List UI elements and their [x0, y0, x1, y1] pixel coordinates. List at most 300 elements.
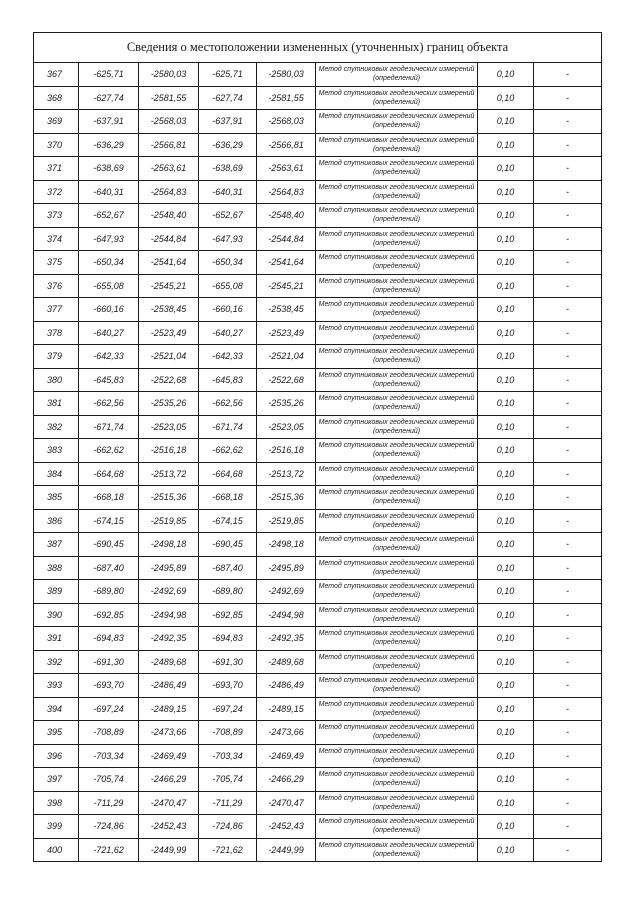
note-cell: - [534, 298, 602, 322]
new-y-cell: -2544,84 [257, 227, 316, 251]
note-cell: - [534, 556, 602, 580]
point-number-cell: 387 [34, 533, 79, 557]
method-cell: Метод спутниковых геодезических измерений (определений) [316, 603, 478, 627]
point-number-cell: 384 [34, 462, 79, 486]
existing-y-cell: -2466,29 [139, 768, 199, 792]
new-x-cell: -721,62 [199, 838, 257, 862]
new-x-cell: -668,18 [199, 486, 257, 510]
new-y-cell: -2522,68 [257, 368, 316, 392]
accuracy-cell: 0,10 [478, 650, 534, 674]
note-cell: - [534, 721, 602, 745]
table-row [34, 768, 602, 792]
existing-x-cell: -642,33 [79, 345, 139, 369]
method-cell: Метод спутниковых геодезических измерений (определений) [316, 721, 478, 745]
new-x-cell: -640,31 [199, 180, 257, 204]
existing-y-cell: -2521,04 [139, 345, 199, 369]
existing-y-cell: -2489,15 [139, 697, 199, 721]
new-y-cell: -2521,04 [257, 345, 316, 369]
table-row [34, 321, 602, 345]
method-cell: Метод спутниковых геодезических измерений (определений) [316, 439, 478, 463]
note-cell: - [534, 204, 602, 228]
method-cell: Метод спутниковых геодезических измерений (определений) [316, 204, 478, 228]
table-row [34, 650, 602, 674]
existing-y-cell: -2449,99 [139, 838, 199, 862]
existing-y-cell: -2564,83 [139, 180, 199, 204]
accuracy-cell: 0,10 [478, 509, 534, 533]
point-number-cell: 400 [34, 838, 79, 862]
new-x-cell: -705,74 [199, 768, 257, 792]
point-number-cell: 368 [34, 86, 79, 110]
existing-y-cell: -2473,66 [139, 721, 199, 745]
table-row [34, 251, 602, 275]
accuracy-cell: 0,10 [478, 392, 534, 416]
method-cell: Метод спутниковых геодезических измерений (определений) [316, 744, 478, 768]
existing-x-cell: -689,80 [79, 580, 139, 604]
new-x-cell: -640,27 [199, 321, 257, 345]
note-cell: - [534, 650, 602, 674]
accuracy-cell: 0,10 [478, 838, 534, 862]
new-x-cell: -693,70 [199, 674, 257, 698]
existing-x-cell: -711,29 [79, 791, 139, 815]
existing-y-cell: -2495,89 [139, 556, 199, 580]
existing-y-cell: -2545,21 [139, 274, 199, 298]
existing-y-cell: -2492,35 [139, 627, 199, 651]
table-row [34, 533, 602, 557]
method-cell: Метод спутниковых геодезических измерений (определений) [316, 415, 478, 439]
note-cell: - [534, 462, 602, 486]
note-cell: - [534, 697, 602, 721]
new-x-cell: -689,80 [199, 580, 257, 604]
new-x-cell: -638,69 [199, 157, 257, 181]
table-row [34, 580, 602, 604]
new-y-cell: -2513,72 [257, 462, 316, 486]
table-row [34, 133, 602, 157]
existing-y-cell: -2469,49 [139, 744, 199, 768]
accuracy-cell: 0,10 [478, 227, 534, 251]
accuracy-cell: 0,10 [478, 439, 534, 463]
note-cell: - [534, 86, 602, 110]
new-x-cell: -664,68 [199, 462, 257, 486]
existing-x-cell: -647,93 [79, 227, 139, 251]
accuracy-cell: 0,10 [478, 721, 534, 745]
method-cell: Метод спутниковых геодезических измерений (определений) [316, 86, 478, 110]
new-x-cell: -650,34 [199, 251, 257, 275]
new-y-cell: -2541,64 [257, 251, 316, 275]
method-cell: Метод спутниковых геодезических измерений (определений) [316, 321, 478, 345]
accuracy-cell: 0,10 [478, 180, 534, 204]
document-page [33, 32, 601, 862]
table-row [34, 157, 602, 181]
point-number-cell: 395 [34, 721, 79, 745]
point-number-cell: 376 [34, 274, 79, 298]
new-x-cell: -660,16 [199, 298, 257, 322]
existing-y-cell: -2581,55 [139, 86, 199, 110]
accuracy-cell: 0,10 [478, 204, 534, 228]
existing-x-cell: -705,74 [79, 768, 139, 792]
existing-x-cell: -694,83 [79, 627, 139, 651]
accuracy-cell: 0,10 [478, 486, 534, 510]
point-number-cell: 370 [34, 133, 79, 157]
method-cell: Метод спутниковых геодезических измерений (определений) [316, 133, 478, 157]
accuracy-cell: 0,10 [478, 791, 534, 815]
point-number-cell: 392 [34, 650, 79, 674]
accuracy-cell: 0,10 [478, 533, 534, 557]
new-y-cell: -2469,49 [257, 744, 316, 768]
existing-y-cell: -2492,69 [139, 580, 199, 604]
new-x-cell: -636,29 [199, 133, 257, 157]
accuracy-cell: 0,10 [478, 157, 534, 181]
existing-x-cell: -708,89 [79, 721, 139, 745]
point-number-cell: 381 [34, 392, 79, 416]
existing-y-cell: -2566,81 [139, 133, 199, 157]
table-row [34, 744, 602, 768]
note-cell: - [534, 251, 602, 275]
existing-y-cell: -2523,05 [139, 415, 199, 439]
existing-y-cell: -2544,84 [139, 227, 199, 251]
new-x-cell: -652,67 [199, 204, 257, 228]
accuracy-cell: 0,10 [478, 462, 534, 486]
existing-x-cell: -625,71 [79, 63, 139, 87]
existing-x-cell: -662,62 [79, 439, 139, 463]
point-number-cell: 369 [34, 110, 79, 134]
new-x-cell: -647,93 [199, 227, 257, 251]
accuracy-cell: 0,10 [478, 274, 534, 298]
note-cell: - [534, 133, 602, 157]
note-cell: - [534, 274, 602, 298]
note-cell: - [534, 392, 602, 416]
accuracy-cell: 0,10 [478, 580, 534, 604]
existing-x-cell: -721,62 [79, 838, 139, 862]
table-row [34, 392, 602, 416]
method-cell: Метод спутниковых геодезических измерений (определений) [316, 368, 478, 392]
point-number-cell: 391 [34, 627, 79, 651]
point-number-cell: 379 [34, 345, 79, 369]
note-cell: - [534, 180, 602, 204]
existing-y-cell: -2538,45 [139, 298, 199, 322]
point-number-cell: 386 [34, 509, 79, 533]
new-y-cell: -2538,45 [257, 298, 316, 322]
table-row [34, 721, 602, 745]
existing-x-cell: -660,16 [79, 298, 139, 322]
table-title: Сведения о местоположении измененных (уточненных) границ объекта [34, 33, 602, 63]
existing-x-cell: -724,86 [79, 815, 139, 839]
existing-x-cell: -687,40 [79, 556, 139, 580]
existing-x-cell: -650,34 [79, 251, 139, 275]
table-row [34, 486, 602, 510]
method-cell: Метод спутниковых геодезических измерений (определений) [316, 556, 478, 580]
note-cell: - [534, 580, 602, 604]
table-row [34, 603, 602, 627]
new-y-cell: -2516,18 [257, 439, 316, 463]
existing-x-cell: -693,70 [79, 674, 139, 698]
existing-x-cell: -655,08 [79, 274, 139, 298]
point-number-cell: 399 [34, 815, 79, 839]
method-cell: Метод спутниковых геодезических измерений (определений) [316, 251, 478, 275]
point-number-cell: 389 [34, 580, 79, 604]
table-row [34, 791, 602, 815]
new-x-cell: -645,83 [199, 368, 257, 392]
table-row [34, 227, 602, 251]
accuracy-cell: 0,10 [478, 415, 534, 439]
note-cell: - [534, 486, 602, 510]
method-cell: Метод спутниковых геодезических измерений (определений) [316, 298, 478, 322]
existing-y-cell: -2470,47 [139, 791, 199, 815]
accuracy-cell: 0,10 [478, 321, 534, 345]
existing-x-cell: -691,30 [79, 650, 139, 674]
new-y-cell: -2523,05 [257, 415, 316, 439]
method-cell: Метод спутниковых геодезических измерений (определений) [316, 274, 478, 298]
boundary-coordinates-table [33, 32, 602, 862]
point-number-cell: 373 [34, 204, 79, 228]
existing-x-cell: -664,68 [79, 462, 139, 486]
point-number-cell: 390 [34, 603, 79, 627]
method-cell: Метод спутниковых геодезических измерений (определений) [316, 580, 478, 604]
new-y-cell: -2523,49 [257, 321, 316, 345]
point-number-cell: 380 [34, 368, 79, 392]
method-cell: Метод спутниковых геодезических измерений (определений) [316, 627, 478, 651]
existing-x-cell: -638,69 [79, 157, 139, 181]
new-y-cell: -2489,15 [257, 697, 316, 721]
point-number-cell: 382 [34, 415, 79, 439]
new-x-cell: -703,34 [199, 744, 257, 768]
note-cell: - [534, 509, 602, 533]
note-cell: - [534, 227, 602, 251]
method-cell: Метод спутниковых геодезических измерений (определений) [316, 509, 478, 533]
existing-y-cell: -2568,03 [139, 110, 199, 134]
new-x-cell: -711,29 [199, 791, 257, 815]
new-y-cell: -2473,66 [257, 721, 316, 745]
new-y-cell: -2545,21 [257, 274, 316, 298]
existing-x-cell: -640,27 [79, 321, 139, 345]
accuracy-cell: 0,10 [478, 86, 534, 110]
point-number-cell: 377 [34, 298, 79, 322]
note-cell: - [534, 368, 602, 392]
table-row [34, 86, 602, 110]
new-x-cell: -662,62 [199, 439, 257, 463]
new-y-cell: -2495,89 [257, 556, 316, 580]
accuracy-cell: 0,10 [478, 603, 534, 627]
existing-y-cell: -2563,61 [139, 157, 199, 181]
table-row [34, 462, 602, 486]
new-y-cell: -2581,55 [257, 86, 316, 110]
existing-x-cell: -668,18 [79, 486, 139, 510]
method-cell: Метод спутниковых геодезических измерений (определений) [316, 63, 478, 87]
point-number-cell: 383 [34, 439, 79, 463]
new-x-cell: -655,08 [199, 274, 257, 298]
new-x-cell: -708,89 [199, 721, 257, 745]
existing-x-cell: -662,56 [79, 392, 139, 416]
note-cell: - [534, 321, 602, 345]
point-number-cell: 388 [34, 556, 79, 580]
new-x-cell: -697,24 [199, 697, 257, 721]
table-row [34, 415, 602, 439]
accuracy-cell: 0,10 [478, 815, 534, 839]
new-y-cell: -2470,47 [257, 791, 316, 815]
existing-x-cell: -652,67 [79, 204, 139, 228]
point-number-cell: 397 [34, 768, 79, 792]
new-x-cell: -642,33 [199, 345, 257, 369]
note-cell: - [534, 415, 602, 439]
method-cell: Метод спутниковых геодезических измерений (определений) [316, 180, 478, 204]
new-y-cell: -2548,40 [257, 204, 316, 228]
existing-y-cell: -2535,26 [139, 392, 199, 416]
new-y-cell: -2515,36 [257, 486, 316, 510]
table-body [34, 63, 602, 862]
method-cell: Метод спутниковых геодезических измерений (определений) [316, 157, 478, 181]
accuracy-cell: 0,10 [478, 627, 534, 651]
accuracy-cell: 0,10 [478, 674, 534, 698]
existing-y-cell: -2513,72 [139, 462, 199, 486]
method-cell: Метод спутниковых геодезических измерений (определений) [316, 650, 478, 674]
table-row [34, 298, 602, 322]
existing-y-cell: -2580,03 [139, 63, 199, 87]
point-number-cell: 374 [34, 227, 79, 251]
table-row [34, 627, 602, 651]
method-cell: Метод спутниковых геодезических измерений (определений) [316, 486, 478, 510]
note-cell: - [534, 815, 602, 839]
accuracy-cell: 0,10 [478, 133, 534, 157]
existing-y-cell: -2452,43 [139, 815, 199, 839]
point-number-cell: 398 [34, 791, 79, 815]
note-cell: - [534, 768, 602, 792]
existing-x-cell: -692,85 [79, 603, 139, 627]
note-cell: - [534, 110, 602, 134]
new-x-cell: -637,91 [199, 110, 257, 134]
existing-y-cell: -2486,49 [139, 674, 199, 698]
new-y-cell: -2492,69 [257, 580, 316, 604]
existing-y-cell: -2541,64 [139, 251, 199, 275]
new-x-cell: -674,15 [199, 509, 257, 533]
note-cell: - [534, 744, 602, 768]
new-x-cell: -662,56 [199, 392, 257, 416]
existing-y-cell: -2516,18 [139, 439, 199, 463]
point-number-cell: 375 [34, 251, 79, 275]
method-cell: Метод спутниковых геодезических измерений (определений) [316, 768, 478, 792]
point-number-cell: 378 [34, 321, 79, 345]
note-cell: - [534, 345, 602, 369]
point-number-cell: 385 [34, 486, 79, 510]
point-number-cell: 394 [34, 697, 79, 721]
new-y-cell: -2494,98 [257, 603, 316, 627]
new-x-cell: -687,40 [199, 556, 257, 580]
new-y-cell: -2489,68 [257, 650, 316, 674]
existing-x-cell: -671,74 [79, 415, 139, 439]
existing-y-cell: -2548,40 [139, 204, 199, 228]
existing-y-cell: -2523,49 [139, 321, 199, 345]
table-row [34, 345, 602, 369]
new-y-cell: -2452,43 [257, 815, 316, 839]
new-y-cell: -2563,61 [257, 157, 316, 181]
accuracy-cell: 0,10 [478, 368, 534, 392]
new-x-cell: -690,45 [199, 533, 257, 557]
method-cell: Метод спутниковых геодезических измерений (определений) [316, 345, 478, 369]
new-y-cell: -2492,35 [257, 627, 316, 651]
existing-x-cell: -690,45 [79, 533, 139, 557]
table-row [34, 368, 602, 392]
table-row [34, 439, 602, 463]
accuracy-cell: 0,10 [478, 345, 534, 369]
note-cell: - [534, 627, 602, 651]
point-number-cell: 371 [34, 157, 79, 181]
existing-y-cell: -2494,98 [139, 603, 199, 627]
note-cell: - [534, 439, 602, 463]
note-cell: - [534, 157, 602, 181]
accuracy-cell: 0,10 [478, 251, 534, 275]
note-cell: - [534, 791, 602, 815]
note-cell: - [534, 63, 602, 87]
new-x-cell: -724,86 [199, 815, 257, 839]
existing-x-cell: -627,74 [79, 86, 139, 110]
new-x-cell: -694,83 [199, 627, 257, 651]
new-y-cell: -2486,49 [257, 674, 316, 698]
table-row [34, 110, 602, 134]
existing-y-cell: -2515,36 [139, 486, 199, 510]
existing-x-cell: -636,29 [79, 133, 139, 157]
new-x-cell: -691,30 [199, 650, 257, 674]
existing-y-cell: -2519,85 [139, 509, 199, 533]
accuracy-cell: 0,10 [478, 110, 534, 134]
method-cell: Метод спутниковых геодезических измерений (определений) [316, 674, 478, 698]
note-cell: - [534, 674, 602, 698]
method-cell: Метод спутниковых геодезических измерений (определений) [316, 462, 478, 486]
note-cell: - [534, 838, 602, 862]
table-row [34, 180, 602, 204]
point-number-cell: 372 [34, 180, 79, 204]
table-row [34, 509, 602, 533]
accuracy-cell: 0,10 [478, 556, 534, 580]
accuracy-cell: 0,10 [478, 744, 534, 768]
table-row [34, 838, 602, 862]
table-row [34, 556, 602, 580]
new-y-cell: -2498,18 [257, 533, 316, 557]
point-number-cell: 367 [34, 63, 79, 87]
new-y-cell: -2580,03 [257, 63, 316, 87]
accuracy-cell: 0,10 [478, 298, 534, 322]
new-x-cell: -671,74 [199, 415, 257, 439]
new-x-cell: -625,71 [199, 63, 257, 87]
accuracy-cell: 0,10 [478, 63, 534, 87]
existing-x-cell: -697,24 [79, 697, 139, 721]
accuracy-cell: 0,10 [478, 768, 534, 792]
new-x-cell: -692,85 [199, 603, 257, 627]
table-row [34, 274, 602, 298]
existing-y-cell: -2489,68 [139, 650, 199, 674]
new-y-cell: -2566,81 [257, 133, 316, 157]
table-row [34, 815, 602, 839]
existing-y-cell: -2522,68 [139, 368, 199, 392]
point-number-cell: 396 [34, 744, 79, 768]
method-cell: Метод спутниковых геодезических измерений (определений) [316, 392, 478, 416]
accuracy-cell: 0,10 [478, 697, 534, 721]
point-number-cell: 393 [34, 674, 79, 698]
table-row [34, 674, 602, 698]
existing-x-cell: -640,31 [79, 180, 139, 204]
new-x-cell: -627,74 [199, 86, 257, 110]
method-cell: Метод спутниковых геодезических измерений (определений) [316, 838, 478, 862]
note-cell: - [534, 533, 602, 557]
new-y-cell: -2535,26 [257, 392, 316, 416]
existing-x-cell: -637,91 [79, 110, 139, 134]
table-row [34, 204, 602, 228]
method-cell: Метод спутниковых геодезических измерений (определений) [316, 697, 478, 721]
note-cell: - [534, 603, 602, 627]
method-cell: Метод спутниковых геодезических измерений (определений) [316, 815, 478, 839]
new-y-cell: -2466,29 [257, 768, 316, 792]
new-y-cell: -2519,85 [257, 509, 316, 533]
method-cell: Метод спутниковых геодезических измерений (определений) [316, 227, 478, 251]
method-cell: Метод спутниковых геодезических измерений (определений) [316, 533, 478, 557]
table-row [34, 697, 602, 721]
